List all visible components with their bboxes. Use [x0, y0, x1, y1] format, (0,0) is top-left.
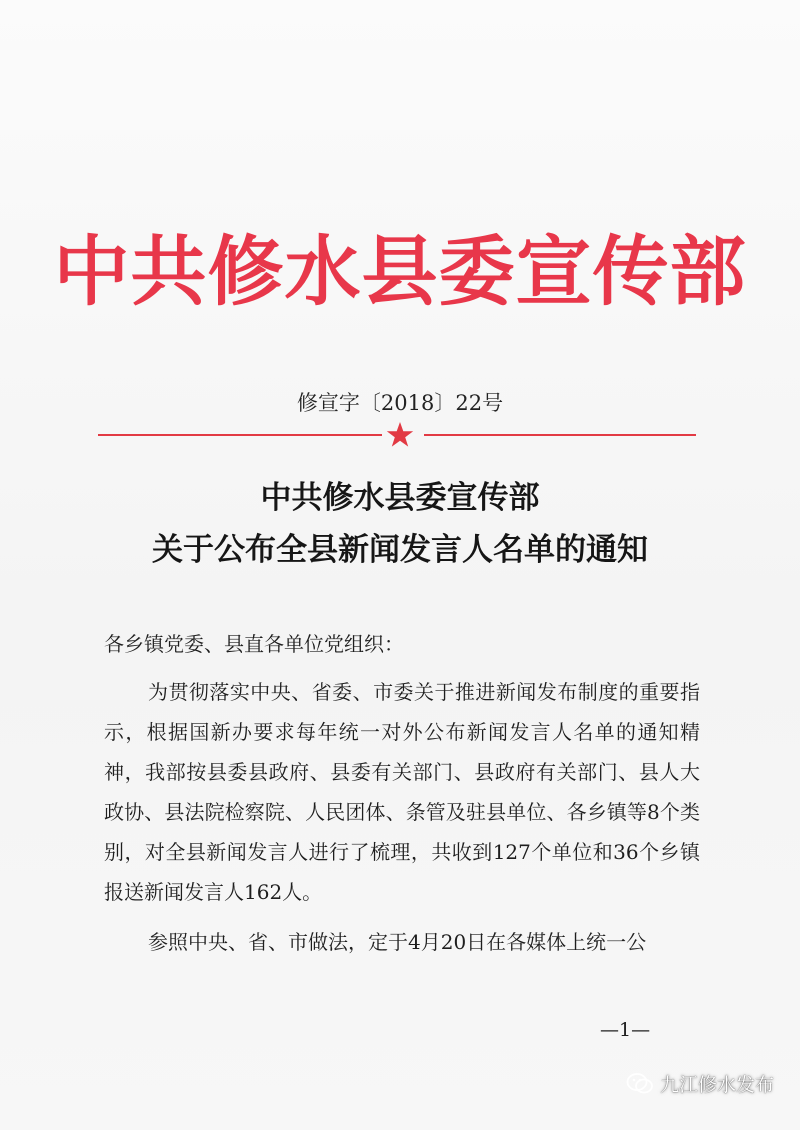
- document-title-line-1: 中共修水县委宣传部: [260, 480, 540, 516]
- wechat-icon: [626, 1072, 654, 1096]
- paragraph-2: 参照中央、省、市做法，定于4月20日在各媒体上统一公: [148, 930, 647, 954]
- paragraph-1: 为贯彻落实中央、省委、市委关于推进新闻发布制度的重要指示，根据国新办要求每年统一对外公布新闻发言人名单的通知精神，我部按县委县政府、县委有关部门、县政府有关部门、县人大政协、县法院检察院、人民团体、条管及驻县单位、各乡镇等8个类别，对全县新闻发言人进行了梳理，共收到127个单位和36个乡镇报送新闻发言人162人。: [104, 680, 700, 904]
- document-title-line-2: 关于公布全县新闻发言人名单的通知: [152, 532, 648, 568]
- document-number: 修宣字〔2018〕22号: [296, 391, 504, 415]
- page-number: —1—: [600, 1019, 651, 1041]
- watermark: [626, 1070, 774, 1097]
- agency-red-header: 中共修水县委宣传部: [53, 227, 747, 316]
- salutation: 各乡镇党委、县直各单位党组织：: [104, 632, 404, 656]
- watermark-text: 九江修水发布: [659, 1074, 774, 1096]
- star-icon: [386, 421, 414, 449]
- red-rule-left: [98, 434, 382, 436]
- red-rule-right: [424, 434, 696, 436]
- document-body: [104, 624, 700, 962]
